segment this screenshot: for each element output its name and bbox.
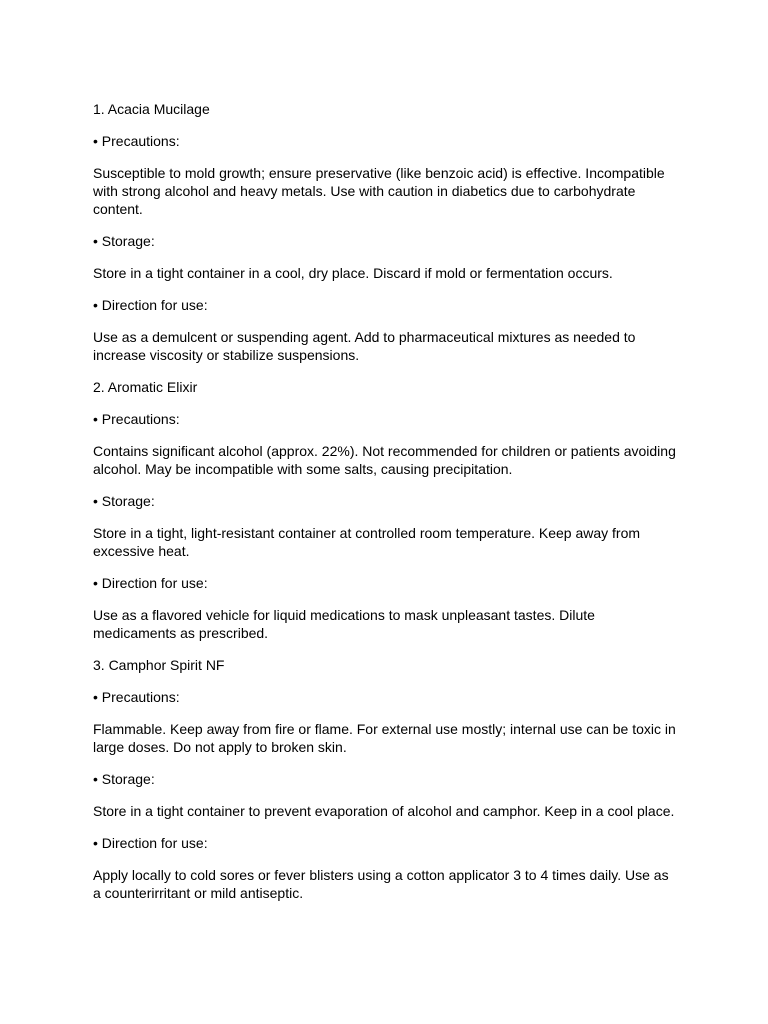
direction-label: • Direction for use: (93, 575, 208, 591)
section-camphor-spirit (93, 656, 678, 902)
storage-text: Store in a tight, light-resistant container at controlled room temperature. Keep away from excessive heat. (93, 525, 641, 559)
direction-text: Use as a demulcent or suspending agent. Add to pharmaceutical mixtures as needed to increase viscosity or stabilize suspensions. (93, 329, 636, 363)
direction-text: Use as a flavored vehicle for liquid medications to mask unpleasant tastes. Dilute medicaments as prescribed. (93, 607, 595, 641)
storage-label: • Storage: (93, 771, 155, 787)
precautions-label: • Precautions: (93, 411, 180, 427)
storage-text: Store in a tight container to prevent evaporation of alcohol and camphor. Keep in a cool place. (93, 803, 675, 819)
section-title: 1. Acacia Mucilage (93, 101, 210, 117)
storage-label: • Storage: (93, 493, 155, 509)
direction-label: • Direction for use: (93, 835, 208, 851)
precautions-label: • Precautions: (93, 133, 180, 149)
section-aromatic-elixir (93, 378, 678, 642)
document-page (93, 100, 678, 916)
direction-text: Apply locally to cold sores or fever blisters using a cotton applicator 3 to 4 times daily. Use as a counterirritant or mild antiseptic. (93, 867, 669, 901)
precautions-text: Contains significant alcohol (approx. 22%). Not recommended for children or patients avoiding alcohol. May be incompatible with some salts, causing precipitation. (93, 443, 676, 477)
section-acacia-mucilage (93, 100, 678, 364)
storage-label: • Storage: (93, 233, 155, 249)
section-title: 3. Camphor Spirit NF (93, 657, 225, 673)
precautions-label: • Precautions: (93, 689, 180, 705)
precautions-text: Susceptible to mold growth; ensure preservative (like benzoic acid) is effective. Incompatible with strong alcohol and heavy metals. Use with caution in diabetics due to carbohydrate content. (93, 165, 665, 217)
precautions-text: Flammable. Keep away from fire or flame. For external use mostly; internal use can be toxic in large doses. Do not apply to broken skin. (93, 721, 676, 755)
direction-label: • Direction for use: (93, 297, 208, 313)
storage-text: Store in a tight container in a cool, dry place. Discard if mold or fermentation occurs. (93, 265, 613, 281)
section-title: 2. Aromatic Elixir (93, 379, 198, 395)
